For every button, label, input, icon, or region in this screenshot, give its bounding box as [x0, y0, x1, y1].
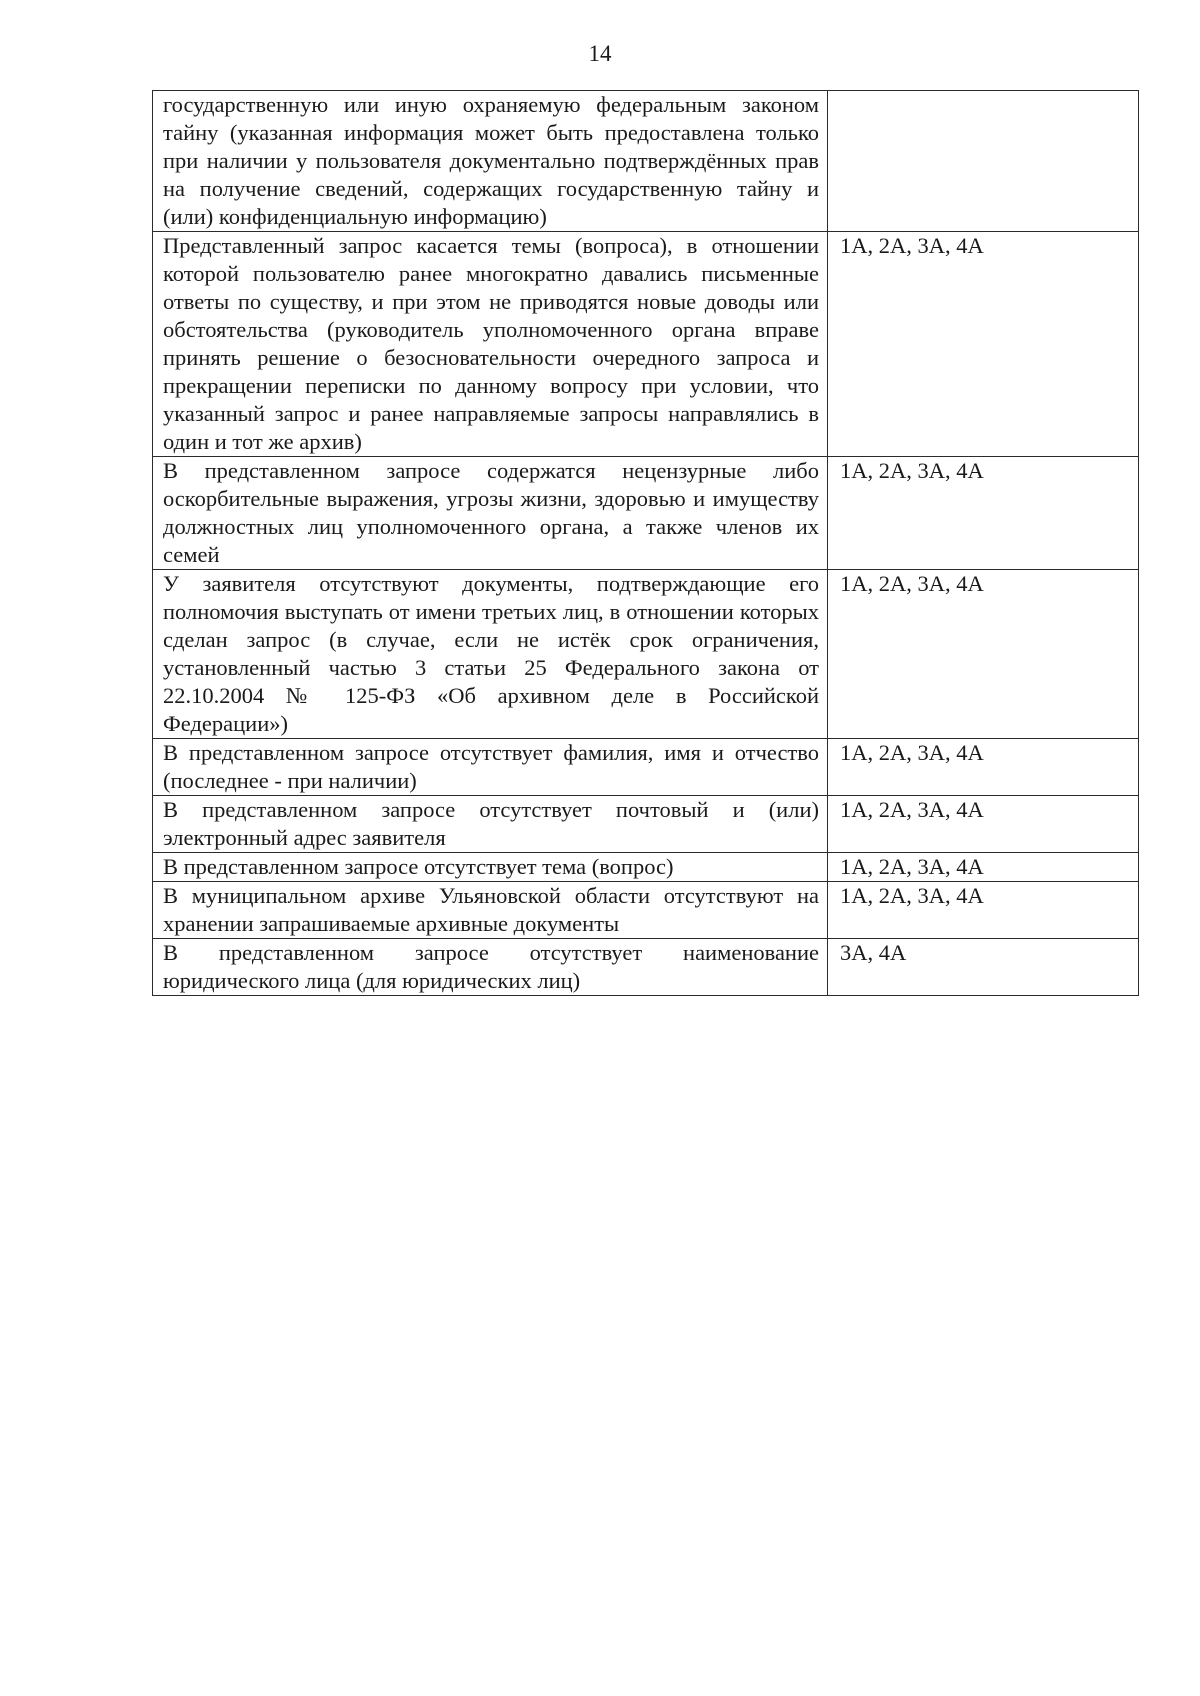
- reason-cell: государственную или иную охраняемую федеральным законом тайну (указанная информация может быть предоставлена только при наличии у пользователя документально подтверждённых прав на получение сведений, содержащих государственную тайну и (или) конфиденциальную информацию): [153, 91, 828, 232]
- table-row: [153, 457, 1139, 570]
- table-row: [153, 232, 1139, 457]
- table-row: [153, 570, 1139, 739]
- table-row: [153, 882, 1139, 939]
- page-number: 14: [588, 41, 612, 66]
- reason-cell: У заявителя отсутствуют документы, подтверждающие его полномочия выступать от имени третьих лиц, в отношении которых сделан запрос (в случае, если не истёк срок ограничения, установленный частью 3 статьи 25 Федерального закона от 22.10.2004 № 125-ФЗ «Об архивном деле в Российской Федерации»): [153, 570, 828, 739]
- codes-cell: 3А, 4А: [828, 939, 1139, 996]
- table-row: [153, 853, 1139, 882]
- reason-cell: В муниципальном архиве Ульяновской области отсутствуют на хранении запрашиваемые архивные документы: [153, 882, 828, 939]
- table-row: [153, 739, 1139, 796]
- codes-cell: 1А, 2А, 3А, 4А: [828, 232, 1139, 457]
- codes-cell: 1А, 2А, 3А, 4А: [828, 739, 1139, 796]
- codes-cell: [828, 91, 1139, 232]
- table-row: [153, 91, 1139, 232]
- table-row: [153, 796, 1139, 853]
- codes-cell: 1А, 2А, 3А, 4А: [828, 853, 1139, 882]
- codes-cell: 1А, 2А, 3А, 4А: [828, 882, 1139, 939]
- reason-cell: В представленном запросе отсутствует фамилия, имя и отчество (последнее - при наличии): [153, 739, 828, 796]
- codes-cell: 1А, 2А, 3А, 4А: [828, 570, 1139, 739]
- codes-cell: 1А, 2А, 3А, 4А: [828, 796, 1139, 853]
- table-row: [153, 939, 1139, 996]
- reason-cell: В представленном запросе отсутствует почтовый и (или) электронный адрес заявителя: [153, 796, 828, 853]
- refusal-reasons-table: [152, 90, 1139, 996]
- reason-cell: В представленном запросе содержатся нецензурные либо оскорбительные выражения, угрозы жизни, здоровью и имуществу должностных лиц уполномоченного органа, а также членов их семей: [153, 457, 828, 570]
- reason-cell: В представленном запросе отсутствует наименование юридического лица (для юридических лиц): [153, 939, 828, 996]
- reason-cell: В представленном запросе отсутствует тема (вопрос): [153, 853, 828, 882]
- codes-cell: 1А, 2А, 3А, 4А: [828, 457, 1139, 570]
- reason-cell: Представленный запрос касается темы (вопроса), в отношении которой пользователю ранее многократно давались письменные ответы по существу, и при этом не приводятся новые доводы или обстоятельства (руководитель уполномоченного органа вправе принять решение о безосновательности очередного запроса и прекращении переписки по данному вопросу при условии, что указанный запрос и ранее направляемые запросы направлялись в один и тот же архив): [153, 232, 828, 457]
